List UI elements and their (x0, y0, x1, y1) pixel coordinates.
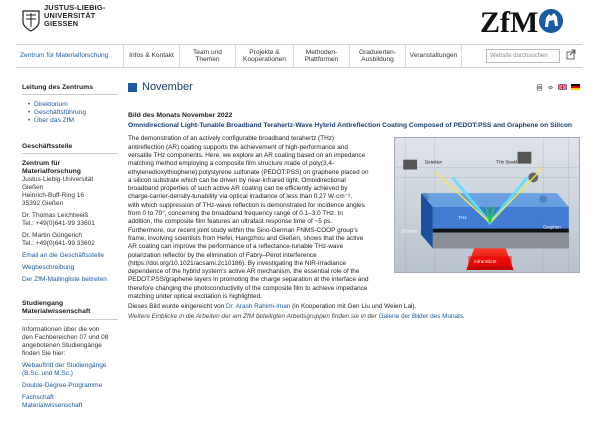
directions-link[interactable]: Wegbeschreibung (22, 264, 75, 271)
studiengang-heading-1: Studiengang (22, 300, 64, 307)
nav-item-graduierten[interactable]: Graduierten-Ausbildung (350, 45, 406, 67)
article-body-line: with which suppression of THz-wave reflection is demonstrated for incidence angles (128, 201, 365, 209)
mailinglist-link[interactable]: Der ZfM-Mailingliste beitreten (22, 276, 107, 283)
article-body-line: from 0 to 70°, concerning the broadband frequency range of 0.1–3.0 THz. In (128, 210, 343, 218)
figure-label-silicon: Silizium (401, 228, 417, 234)
nav-item-methoden[interactable]: Methoden-Plattformen (294, 45, 350, 67)
article-body-line: dependence of the hybrid system's active AR mechanism, the essential role of the (128, 268, 360, 276)
studiengang-text: den Fachbereichen 07 und 08 (22, 334, 109, 341)
org-name-line-1: Zentrum für (22, 160, 61, 167)
title-marker (128, 83, 137, 92)
email-link[interactable]: Email an die Geschäftsstelle (22, 252, 105, 259)
double-degree-link[interactable]: Double-Degree-Programme (22, 382, 103, 389)
studiengang-text: finden Sie hier: (22, 350, 66, 357)
article-body-line: a silicon substrate which can be driven by near-infrared light. Omnidirectional (128, 176, 346, 184)
article-body-wrap (128, 135, 580, 301)
sidebar (22, 84, 118, 410)
figure-label-detector: Detektor (424, 160, 443, 166)
article-body-line: addition, the composite film features an ultrafast response time of ~5 ps. (128, 218, 333, 226)
contact1-tel: Tel.: +49(0)641-99 33601 (22, 220, 95, 227)
print-icon[interactable] (536, 84, 543, 91)
article-body (128, 135, 390, 301)
nav-item-infos[interactable]: Infos & Kontakt (124, 45, 180, 67)
main-content (128, 80, 580, 321)
sidebar-link-ueber[interactable]: • Über das ZfM (22, 117, 118, 125)
gallery-note: Weitere Einblicke in die Arbeiten der am ZfM beteiligten Arbeitsgruppen finden sie in der Galerie der Bilder des Monats. (128, 312, 465, 320)
leitung-links (22, 101, 118, 125)
main-navigation (16, 44, 582, 68)
article-body-line: matching method employing a composite film structure made of poly(3,4- (128, 160, 335, 168)
address-line: Justus-Liebig-Universität (22, 176, 94, 183)
fachschaft-link[interactable]: Fachschaft (22, 394, 54, 401)
article-body-line: broadband properties of such active AR coating can be efficiently achieved by (128, 185, 348, 193)
article-body-line: antireflection (AR) coating supports the achievement of high-performance and (128, 143, 348, 151)
german-flag-icon[interactable] (571, 84, 580, 90)
article-body-line: (https://doi.org/10.1021/acsami.2c10186). By investigating the NIR-irradiance (128, 259, 347, 267)
gallery-link[interactable]: Galerie der Bilder des Monats (378, 312, 464, 320)
sidebar-link-geschaeftsfuehrung[interactable]: • Geschäftsführung (22, 109, 118, 117)
studiengang-text: Informationen über die von (22, 326, 100, 333)
article-body-line: ethylenedioxythiophene):polystyrene sulfonate (PEDOT:PSS) on graphene placed on (128, 168, 369, 176)
site-header (0, 0, 598, 44)
studiengaenge-link-sub[interactable]: (B.Sc. und M.Sc.) (22, 370, 73, 377)
figure-label-graphene: Graphen (543, 225, 561, 231)
university-name: JUSTUS-LIEBIG- UNIVERSITÄT GIESSEN (44, 3, 106, 28)
article-body-line: polarization reflector by the elimination of Fabry–Pérot interference (128, 251, 317, 259)
article-body-line: therefore changing the photoconductivity of the composite film to achieve impedance (128, 284, 368, 292)
figure-label-infrared: Infrarotlicht (474, 259, 497, 265)
link-icon[interactable] (547, 84, 554, 91)
article-body-line: frame, involving scientists from Hefei, Hangzhou and Gießen, shows that the active (128, 234, 364, 242)
figure-label-thz-beam: THz Strahl (495, 160, 518, 166)
university-crest-icon (22, 10, 40, 32)
article-body-line: matching under optical excitation is highlighted. (128, 293, 262, 301)
contact1-name: Dr. Thomas Leichtweiß (22, 212, 89, 219)
contact2-tel: Tel.: +49(0)641-99 33602 (22, 240, 95, 247)
article-heading: Omnidirectional Light-Tunable Broadband Terahertz-Wave Hybrid Antireflection Coating Composed of PEDOT:PSS and Graphene on Silicon (128, 122, 573, 129)
article-body-line: versatile THz components. Here, we explore an AR coating based on an impedance (128, 152, 366, 159)
university-logo[interactable] (22, 4, 122, 38)
bild-des-monats-figure[interactable] (394, 137, 580, 273)
nav-item-team[interactable]: Team und Themen (180, 45, 236, 67)
address-line: 35392 Gießen (22, 200, 64, 207)
image-credit: Dieses Bild wurde eingereicht von Dr. Arash Rahimi-Iman (in Kooperation mit Gen Liu und Weien Lai). (128, 303, 417, 311)
nav-item-zentrum[interactable]: Zentrum für Materialforschung (16, 45, 124, 67)
zfm-logo[interactable] (480, 4, 564, 38)
studiengang-text: angebotenen Studiengänge (22, 342, 102, 349)
article-body-line: AR coating can improve the performance of a reflectance-tunable THz-wave (128, 243, 344, 251)
org-name-line-2: Materialforschung (22, 168, 81, 175)
address-line: Heinrich-Buff-Ring 16 (22, 192, 85, 199)
figure-label-thz: THz (458, 215, 467, 221)
studiengaenge-link[interactable]: Webauftritt der Studiengänge (22, 362, 107, 369)
page-tools (536, 84, 580, 91)
article-body-line: Furthermore, our recent joint study within the Sino-German FNMS-COOP group's (128, 226, 358, 234)
fachschaft-link-sub[interactable]: Materialwissenschaft (22, 402, 83, 409)
nav-item-veranstaltungen[interactable]: Veranstaltungen (406, 45, 462, 67)
search-input[interactable]: Website durchsuchen (486, 49, 560, 63)
sidebar-link-direktorium[interactable]: • Direktorium (22, 101, 118, 109)
page-title: November (142, 81, 193, 93)
article-body-line: charge-carrier-density-tunability via optical irradiance of less than 0.27 W·cm⁻², (128, 193, 352, 201)
title-row (128, 80, 580, 94)
english-flag-icon[interactable] (558, 84, 567, 90)
address-line: Gießen (22, 184, 44, 191)
search-icon[interactable] (566, 49, 576, 61)
article-body-line: The demonstration of an actively configurable broadband terahertz (THz) (128, 135, 335, 143)
credit-author-link[interactable]: Dr. Arash Rahimi-Iman (226, 303, 291, 311)
contact2-name: Dr. Martin Güngerich (22, 232, 82, 239)
nav-item-projekte[interactable]: Projekte & Kooperationen (236, 45, 294, 67)
leitung-heading: Leitung des Zentrums (22, 84, 118, 95)
svg-text:ZfM: ZfM (480, 6, 539, 38)
studiengang-heading-2: Materialwissenschaft (22, 308, 118, 320)
article-body-line: PEDOT:PSS/graphene layers in promoting the charge separation at the interface and (128, 276, 369, 284)
bild-des-monats-heading: Bild des Monats November 2022 (128, 112, 233, 119)
geschaeftsstelle-heading: Geschäftsstelle (22, 143, 118, 154)
